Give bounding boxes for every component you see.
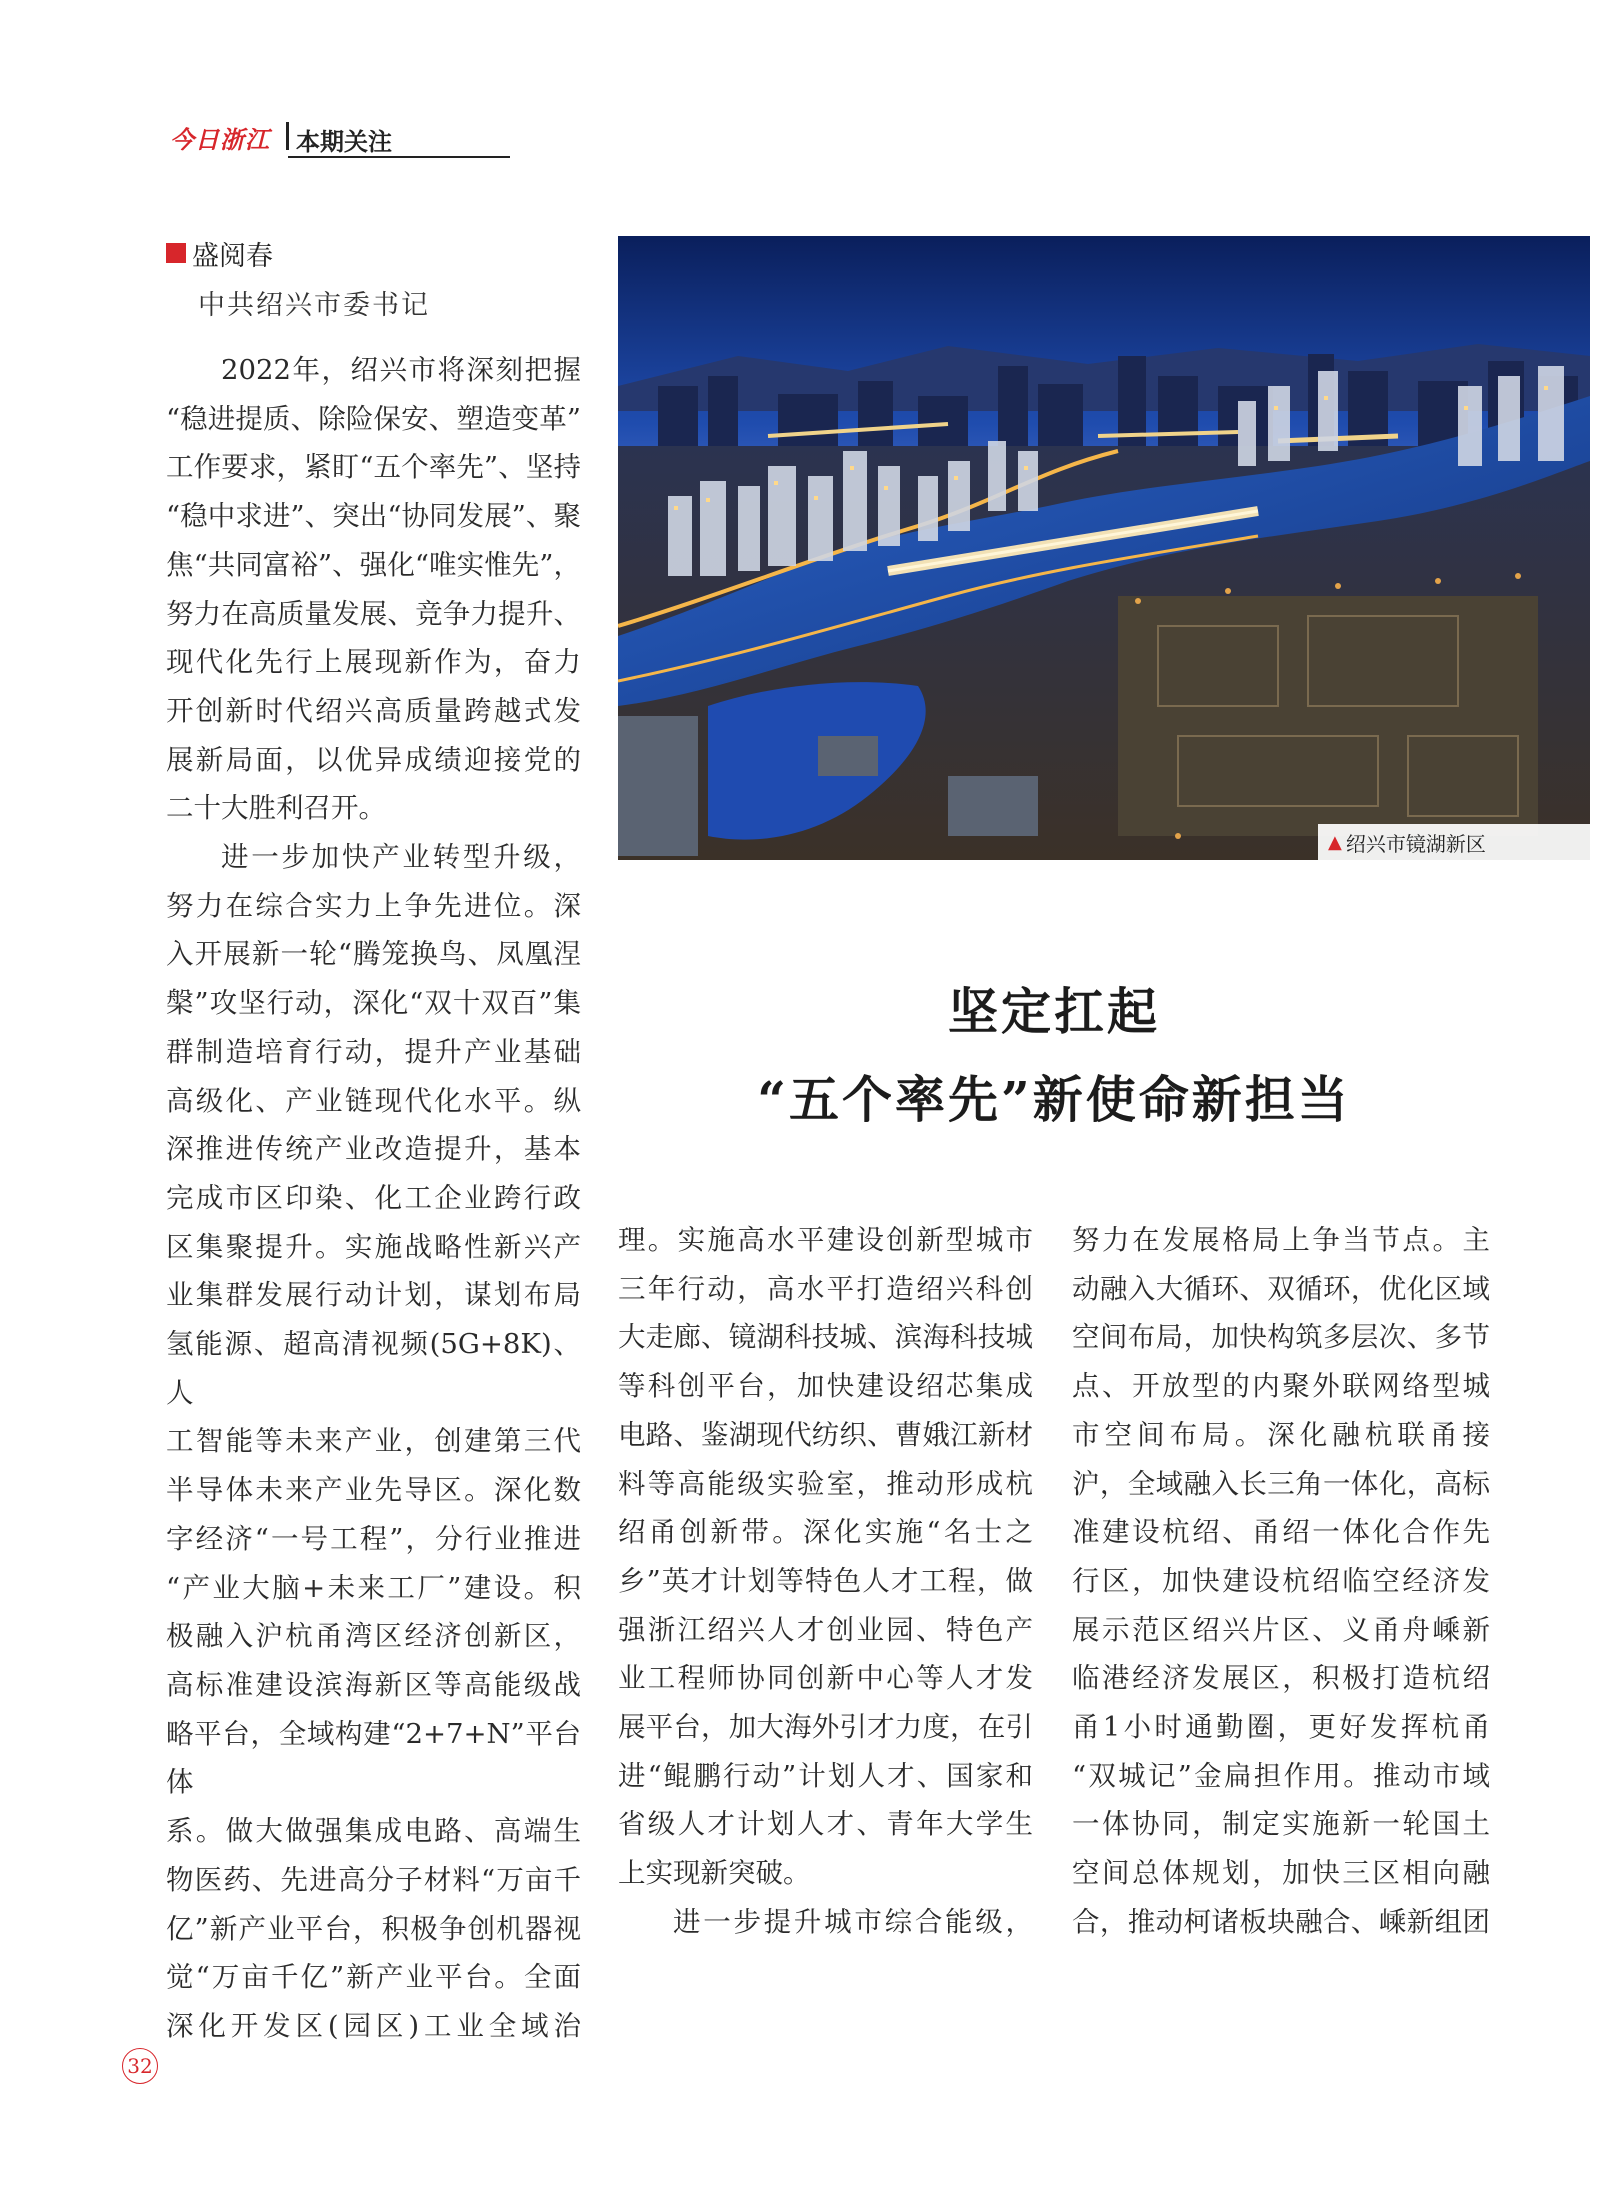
- text-line: “稳进提质、除险保安、塑造变革”: [166, 402, 581, 435]
- text-line: 大走廊、镜湖科技城、滨海科技城: [618, 1321, 1033, 1354]
- text-line: 物医药、先进高分子材料“万亩千: [166, 1863, 581, 1896]
- text-line: 槃”攻坚行动，深化“双十双百”集: [166, 987, 581, 1020]
- text-line: 极融入沪杭甬湾区经济创新区，: [166, 1620, 581, 1653]
- city-night-illustration: [618, 236, 1590, 860]
- text-line: 省级人才计划人才、青年大学生: [618, 1808, 1033, 1841]
- text-line: 字经济“一号工程”，分行业推进: [166, 1522, 581, 1555]
- text-line: 沪，全域融入长三角一体化，高标: [1072, 1467, 1490, 1500]
- text-line: 区集聚提升。实施战略性新兴产: [166, 1230, 581, 1263]
- text-line: 三年行动，高水平打造绍兴科创: [618, 1272, 1033, 1305]
- text-line: 略平台，全域构建“2+7+N”平台体: [166, 1717, 581, 1799]
- text-line: 展新局面，以优异成绩迎接党的: [166, 743, 581, 776]
- text-line: 深推进传统产业改造提升，基本: [166, 1133, 581, 1166]
- article-column-left: [166, 346, 581, 2051]
- text-line: 入开展新一轮“腾笼换鸟、凤凰涅: [166, 938, 581, 971]
- text-line: 努力在高质量发展、竞争力提升、: [166, 597, 581, 630]
- text-line: 高级化、产业链现代化水平。纵: [166, 1084, 581, 1117]
- text-line: “产业大脑+未来工厂”建设。积: [166, 1571, 581, 1604]
- text-line: 业集群发展行动计划，谋划布局: [166, 1279, 581, 1312]
- text-line: 料等高能级实验室，推动形成杭: [618, 1467, 1033, 1500]
- text-line: 努力在发展格局上争当节点。主: [1072, 1224, 1490, 1256]
- text-line: 觉“万亩千亿”新产业平台。全面: [166, 1961, 581, 1994]
- text-line: 点、开放型的内聚外联网络型城: [1072, 1370, 1490, 1403]
- header-rule: [288, 156, 510, 158]
- text-line: 空间布局，加快构筑多层次、多节: [1072, 1321, 1490, 1354]
- author-name: 盛阅春: [192, 240, 273, 272]
- text-line: 氢能源、超高清视频(5G+8K)、人: [166, 1328, 581, 1409]
- text-line: 进一步提升城市综合能级，: [673, 1905, 1033, 1938]
- text-line: 高标准建设滨海新区等高能级战: [166, 1668, 581, 1701]
- text-line: 理。实施高水平建设创新型城市: [618, 1224, 1033, 1256]
- article-column-right: [1072, 1216, 1490, 1947]
- text-line: 进“鲲鹏行动”计划人才、国家和: [618, 1759, 1033, 1792]
- text-line: 努力在综合实力上争先进位。深: [166, 889, 581, 922]
- text-line: 系。做大做强集成电路、高端生: [166, 1815, 581, 1848]
- text-line: 工智能等未来产业，创建第三代: [166, 1425, 581, 1458]
- author-byline: [166, 236, 273, 270]
- article-column-middle: [618, 1216, 1033, 1947]
- text-line: “稳中求进”、突出“协同发展”、聚: [166, 500, 581, 533]
- text-line: 焦“共同富裕”、强化“唯实惟先”，: [166, 548, 581, 581]
- text-line: 临港经济发展区，积极打造杭绍: [1072, 1662, 1490, 1695]
- magazine-logo: 今日浙江: [170, 125, 270, 154]
- text-line: 甬1小时通勤圈，更好发挥杭甬: [1072, 1711, 1490, 1744]
- text-line: 2022年，绍兴市将深刻把握: [221, 354, 581, 386]
- text-line: 完成市区印染、化工企业跨行政: [166, 1181, 581, 1214]
- article-title-line-2: “五个率先”新使命新担当: [757, 1070, 1351, 1129]
- text-line: 展示范区绍兴片区、义甬舟嵊新: [1072, 1613, 1490, 1646]
- text-line: 合，推动柯诸板块融合、嵊新组团: [1072, 1905, 1490, 1938]
- text-line: 亿”新产业平台，积极争创机器视: [166, 1912, 581, 1945]
- text-line: 市空间布局。深化融杭联甬接: [1072, 1418, 1490, 1451]
- text-line: 工作要求，紧盯“五个率先”、坚持: [166, 451, 581, 484]
- text-line: 等科创平台，加快建设绍芯集成: [618, 1370, 1033, 1403]
- author-marker-icon: [166, 243, 186, 263]
- text-line: 一体协同，制定实施新一轮国土: [1072, 1808, 1490, 1841]
- photo-caption-text: 绍兴市镜湖新区: [1345, 831, 1486, 856]
- text-line: “双城记”金扁担作用。推动市域: [1072, 1759, 1490, 1792]
- text-line: 进一步加快产业转型升级，: [221, 841, 581, 874]
- caption-triangle-icon: ▲: [1328, 831, 1342, 853]
- text-line: 电路、鉴湖现代纺织、曹娥江新材: [618, 1418, 1033, 1451]
- page-number: 32: [122, 2048, 158, 2084]
- author-title: 中共绍兴市委书记: [198, 290, 430, 321]
- photo-caption: [1318, 824, 1590, 860]
- text-line: 展平台，加大海外引才力度，在引: [618, 1711, 1033, 1744]
- text-line: 强浙江绍兴人才创业园、特色产: [618, 1613, 1033, 1646]
- text-line: 开创新时代绍兴高质量跨越式发: [166, 694, 581, 727]
- text-line: 动融入大循环、双循环，优化区域: [1072, 1272, 1490, 1305]
- text-line: 群制造培育行动，提升产业基础: [166, 1035, 581, 1068]
- text-line: 准建设杭绍、甬绍一体化合作先: [1072, 1516, 1490, 1549]
- section-label: 本期关注: [296, 128, 392, 156]
- text-line: 上实现新突破。: [618, 1857, 811, 1890]
- page-header: [170, 118, 510, 158]
- article-title-line-1: 坚定扛起: [948, 982, 1160, 1041]
- city-night-photo: [618, 236, 1590, 860]
- text-line: 空间总体规划，加快三区相向融: [1072, 1857, 1490, 1890]
- header-divider: [286, 122, 289, 150]
- text-line: 二十大胜利召开。: [166, 792, 386, 825]
- text-line: 绍甬创新带。深化实施“名士之: [618, 1516, 1033, 1549]
- text-line: 现代化先行上展现新作为，奋力: [166, 646, 581, 679]
- text-line: 深化开发区(园区)工业全域治: [166, 2009, 581, 2042]
- text-line: 行区，加快建设杭绍临空经济发: [1072, 1564, 1490, 1597]
- text-line: 业工程师协同创新中心等人才发: [618, 1662, 1033, 1695]
- text-line: 乡”英才计划等特色人才工程，做: [618, 1564, 1033, 1597]
- text-line: 半导体未来产业先导区。深化数: [166, 1474, 581, 1507]
